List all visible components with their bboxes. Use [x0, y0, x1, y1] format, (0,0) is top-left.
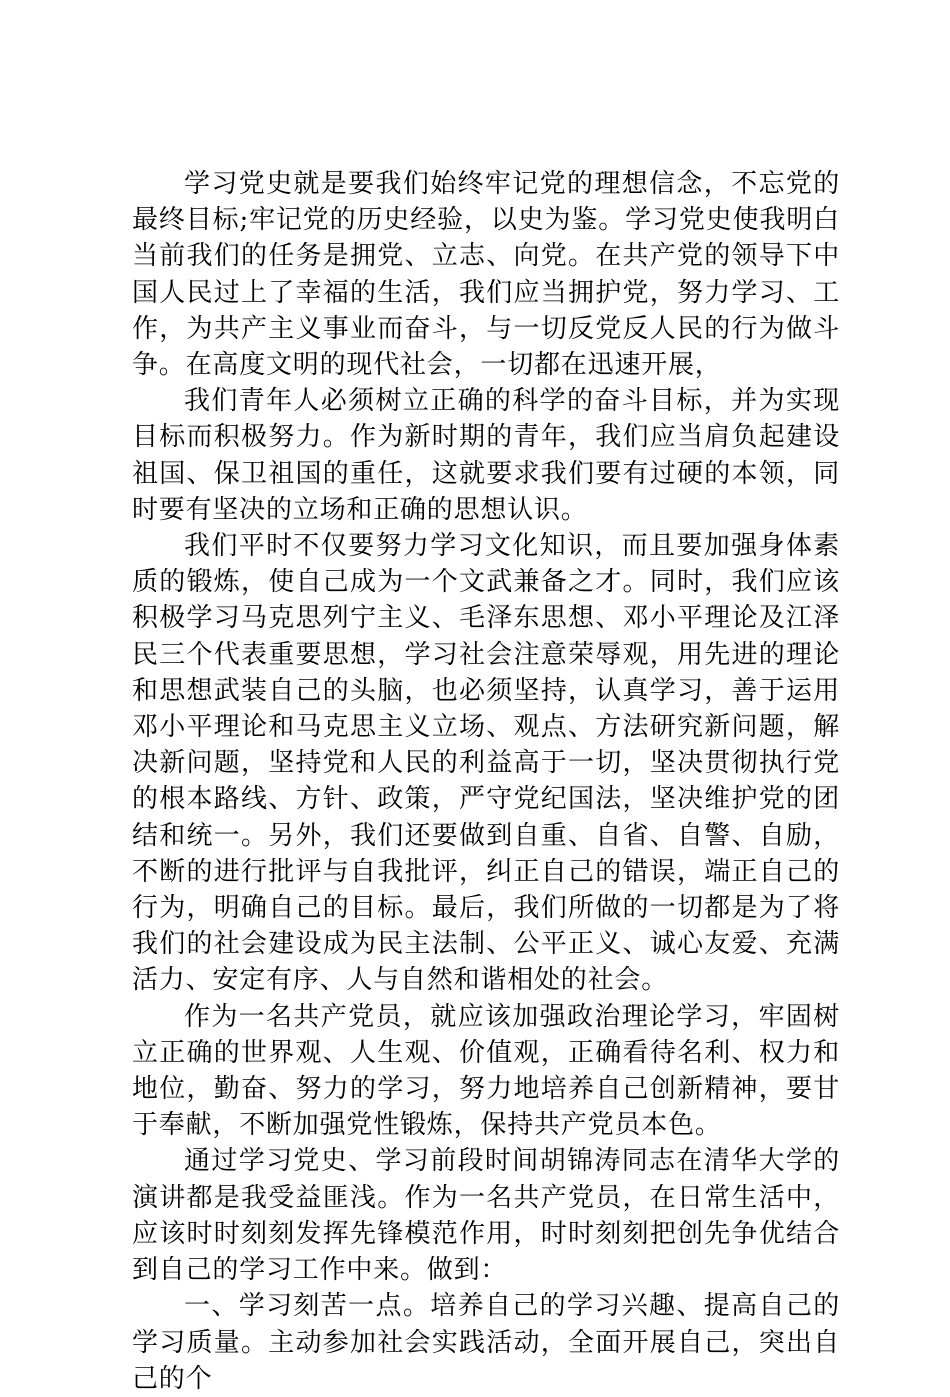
paragraph-2: 我们青年人必须树立正确的科学的奋斗目标，并为实现目标而积极努力。作为新时期的青年，我们应当肩负起建设祖国、保卫祖国的重任，这就要求我们要有过硬的本领，同时要有坚决的立场和正确的思想认识。: [132, 386, 840, 525]
paragraph-5: 通过学习党史、学习前段时间胡锦涛同志在清华大学的演讲都是我受益匪浅。作为一名共产党员，在日常生活中，应该时时刻刻发挥先锋模范作用，时时刻刻把创先争优结合到自己的学习工作中来。做到：: [132, 1146, 840, 1286]
paragraph-6: 一、学习刻苦一点。培养自己的学习兴趣、提高自己的学习质量。主动参加社会实践活动，全面开展自己，突出自己的个: [132, 1291, 840, 1394]
paragraph-4: 作为一名共产党员，就应该加强政治理论学习，牢固树立正确的世界观、人生观、价值观，正确看待名利、权力和地位，勤奋、努力的学习，努力地培养自己创新精神，要甘于奉献，不断加强党性锻炼，保持共产党员本色。: [132, 1001, 840, 1141]
paragraph-1: 学习党史就是要我们始终牢记党的理想信念，不忘党的最终目标;牢记党的历史经验，以史为鉴。学习党史使我明白当前我们的任务是拥党、立志、向党。在共产党的领导下中国人民过上了幸福的生活，我们应当拥护党，努力学习、工作，为共产主义事业而奋斗，与一切反党反人民的行为做斗争。在高度文明的现代社会，一切都在迅速开展，: [132, 169, 840, 381]
paragraph-3: 我们平时不仅要努力学习文化知识，而且要加强身体素质的锻炼，使自己成为一个文武兼备之才。同时，我们应该积极学习马克思列宁主义、毛泽东思想、邓小平理论及江泽民三个代表重要思想，学习社会注意荣辱观，用先进的理论和思想武装自己的头脑，也必须坚持，认真学习，善于运用邓小平理论和马克思主义立场、观点、方法研究新问题，解决新问题，坚持党和人民的利益高于一切，坚决贯彻执行党的根本路线、方针、政策，严守党纪国法，坚决维护党的团结和统一。另外，我们还要做到自重、自省、自警、自励，不断的进行批评与自我批评，纠正自己的错误，端正自己的行为，明确自己的目标。最后，我们所做的一切都是为了将我们的社会建设成为民主法制、公平正义、诚心友爱、充满活力、安定有序、人与自然和谐相处的社会。: [132, 531, 840, 996]
document-body: [132, 166, 840, 1397]
